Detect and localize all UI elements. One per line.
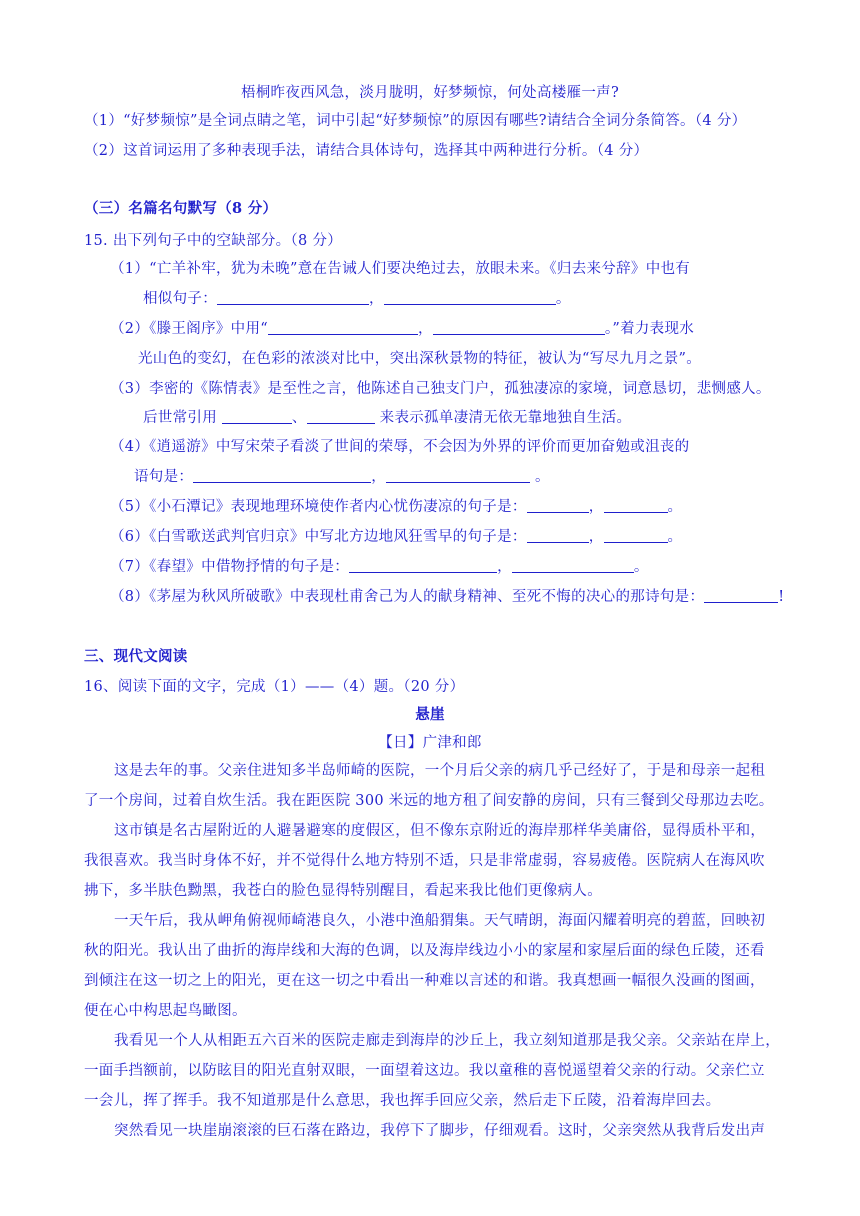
q15-item-3-line-b (143, 407, 631, 429)
story-paragraph-2-line-2: 我很喜欢。我当时身体不好，并不觉得什么地方特别不适，只是非常虚弱，容易疲倦。医院病人在海风吹 (84, 853, 765, 869)
comma: ， (588, 499, 604, 515)
comma: ， (497, 559, 512, 575)
blank[interactable] (604, 498, 668, 513)
poem-line: 梧桐昨夜西风急，淡月胧明，好梦频惊，何处高楼雁一声? (240, 85, 620, 101)
q15-item-1-prefix: 相似句子： (143, 291, 217, 307)
story-paragraph-1-line-1: 这是去年的事。父亲住进知多半岛师崎的医院，一个月后父亲的病几乎己经好了，于是和母亲一起租 (114, 763, 766, 779)
q15-item-7 (110, 556, 649, 578)
story-paragraph-3-line-2: 秋的阳光。我认出了曲折的海岸线和大海的色调，以及海岸线边小小的家屋和家屋后面的绿色丘陵，还看 (84, 943, 765, 959)
blank[interactable] (527, 528, 589, 543)
story-paragraph-2-line-1: 这市镇是名古屋附近的人避暑避寒的度假区，但不像东京附近的海岸那样华美庸俗，显得质朴平和， (114, 823, 766, 839)
story-title: 悬崖 (415, 706, 445, 723)
story-author: 【日】广津和郎 (378, 735, 482, 751)
q15-item-2-suffix: 。”着力表现水 (604, 321, 695, 337)
q15-item-2-prefix: （2）《滕王阁序》中用“ (110, 321, 268, 337)
q15-item-7-prefix: （7）《春望》中借物抒情的句子是： (110, 559, 350, 575)
comma: ， (418, 321, 433, 337)
story-paragraph-3-line-3: 到倾注在这一切之上的阳光，更在这一切之中看出一种难以言述的和谐。我真想画一幅很久没画的图画， (84, 973, 765, 989)
q15-item-6-prefix: （6）《白雪歌送武判官归京》中写北方边地风狂雪早的句子是： (110, 529, 527, 545)
blank[interactable] (217, 290, 369, 305)
period: 。 (534, 469, 550, 485)
story-paragraph-4-line-2: 一面手挡额前，以防眩目的阳光直射双眼，一面望着这边。我以童稚的喜悦遥望着父亲的行动。父亲伫立 (84, 1063, 765, 1079)
q15-item-4-line-b (134, 466, 550, 488)
blank[interactable] (604, 528, 668, 543)
q15-item-6 (110, 526, 682, 548)
blank[interactable] (512, 558, 634, 573)
story-paragraph-4-line-1: 我看见一个人从相距五六百米的医院走廊走到海岸的沙丘上，我立刻知道那是我父亲。父亲站在岸上， (114, 1033, 780, 1049)
q15-item-5 (110, 496, 682, 518)
blank[interactable] (386, 468, 530, 483)
exclamation: ! (778, 589, 785, 605)
separator: 、 (291, 410, 307, 426)
blank[interactable] (704, 588, 778, 603)
question-15-stem: 15. 出下列句子中的空缺部分。（8 分） (84, 233, 343, 249)
blank[interactable] (268, 320, 418, 335)
story-paragraph-5-line-1: 突然看见一块崖崩滚滚的巨石落在路边，我停下了脚步，仔细观看。这时，父亲突然从我背后发出声 (114, 1123, 766, 1139)
comma: ， (369, 291, 384, 307)
story-paragraph-3-line-4: 便在心中构思起鸟瞰图。 (84, 1003, 247, 1019)
period: 。 (555, 291, 571, 307)
q15-item-8-prefix: （8）《茅屋为秋风所破歌》中表现杜甫舍己为人的献身精神、至死不悔的决心的那诗句是： (110, 589, 705, 605)
blank[interactable] (222, 409, 292, 424)
comma: ， (371, 469, 387, 485)
blank[interactable] (384, 290, 556, 305)
q15-item-5-prefix: （5）《小石潭记》表现地理环境使作者内心忧伤凄凉的句子是： (110, 499, 527, 515)
section-title-famous-quotes: （三）名篇名句默写（8 分） (84, 200, 278, 217)
period: 。 (667, 499, 683, 515)
part-title-modern-reading: 三、现代文阅读 (84, 648, 188, 665)
story-paragraph-3-line-1: 一天午后，我从岬角俯视师崎港良久，小港中渔船猬集。天气晴朗，海面闪耀着明亮的碧蓝，回映初 (114, 913, 766, 929)
q15-item-1-line-b (143, 288, 571, 310)
story-paragraph-4-line-3: 一会儿，挥了挥手。我不知道那是什么意思，我也挥手回应父亲，然后走下丘陵，沿着海岸回去。 (84, 1093, 721, 1109)
q15-item-2-line-a (110, 318, 694, 340)
story-paragraph-2-line-3: 拂下，多半肤色黝黑，我苍白的脸色显得特别醒目，看起来我比他们更像病人。 (84, 883, 602, 899)
blank[interactable] (349, 558, 497, 573)
q15-item-3-prefix: 后世常引用 (143, 410, 217, 426)
q15-item-8 (110, 586, 784, 608)
q15-item-3-suffix: 来表示孤单凄清无依无靠地独自生活。 (379, 410, 632, 426)
comma: ， (588, 529, 604, 545)
q15-item-3-line-a: （3）李密的《陈情表》是至性之言，他陈述自己独支门户，孤独凄凉的家境，词意恳切，悲恻感人。 (110, 381, 771, 397)
blank[interactable] (193, 468, 371, 483)
blank[interactable] (527, 498, 589, 513)
blank[interactable] (307, 409, 375, 424)
question-2: （2）这首词运用了多种表现手法，请结合具体诗句，选择其中两种进行分析。（4 分） (84, 143, 649, 159)
q15-item-2-line-b: 光山色的变幻，在色彩的浓淡对比中，突出深秋景物的特征，被认为“写尽九月之景”。 (138, 351, 702, 367)
blank[interactable] (433, 320, 605, 335)
q15-item-4-prefix: 语句是： (134, 469, 194, 485)
question-1: （1）“好梦频惊”是全词点睛之笔，词中引起“好梦频惊”的原因有哪些?请结合全词分条简答。（4 分） (84, 113, 747, 129)
q15-item-4-line-a: （4）《逍遥游》中写宋荣子看淡了世间的荣辱，不会因为外界的评价而更加奋勉或沮丧的 (110, 439, 690, 455)
period: 。 (633, 559, 649, 575)
q15-item-1-line-a: （1）“亡羊补牢，犹为未晚”意在告诫人们要决绝过去，放眼未来。《归去来兮辞》中也有 (110, 261, 691, 277)
story-paragraph-1-line-2: 了一个房间，过着自炊生活。我在距医院 300 米远的地方租了间安静的房间，只有三餐到父母那边去吃。 (84, 793, 774, 809)
period: 。 (667, 529, 683, 545)
question-16-stem: 16、阅读下面的文字，完成（1）——（4）题。（20 分） (84, 679, 465, 695)
